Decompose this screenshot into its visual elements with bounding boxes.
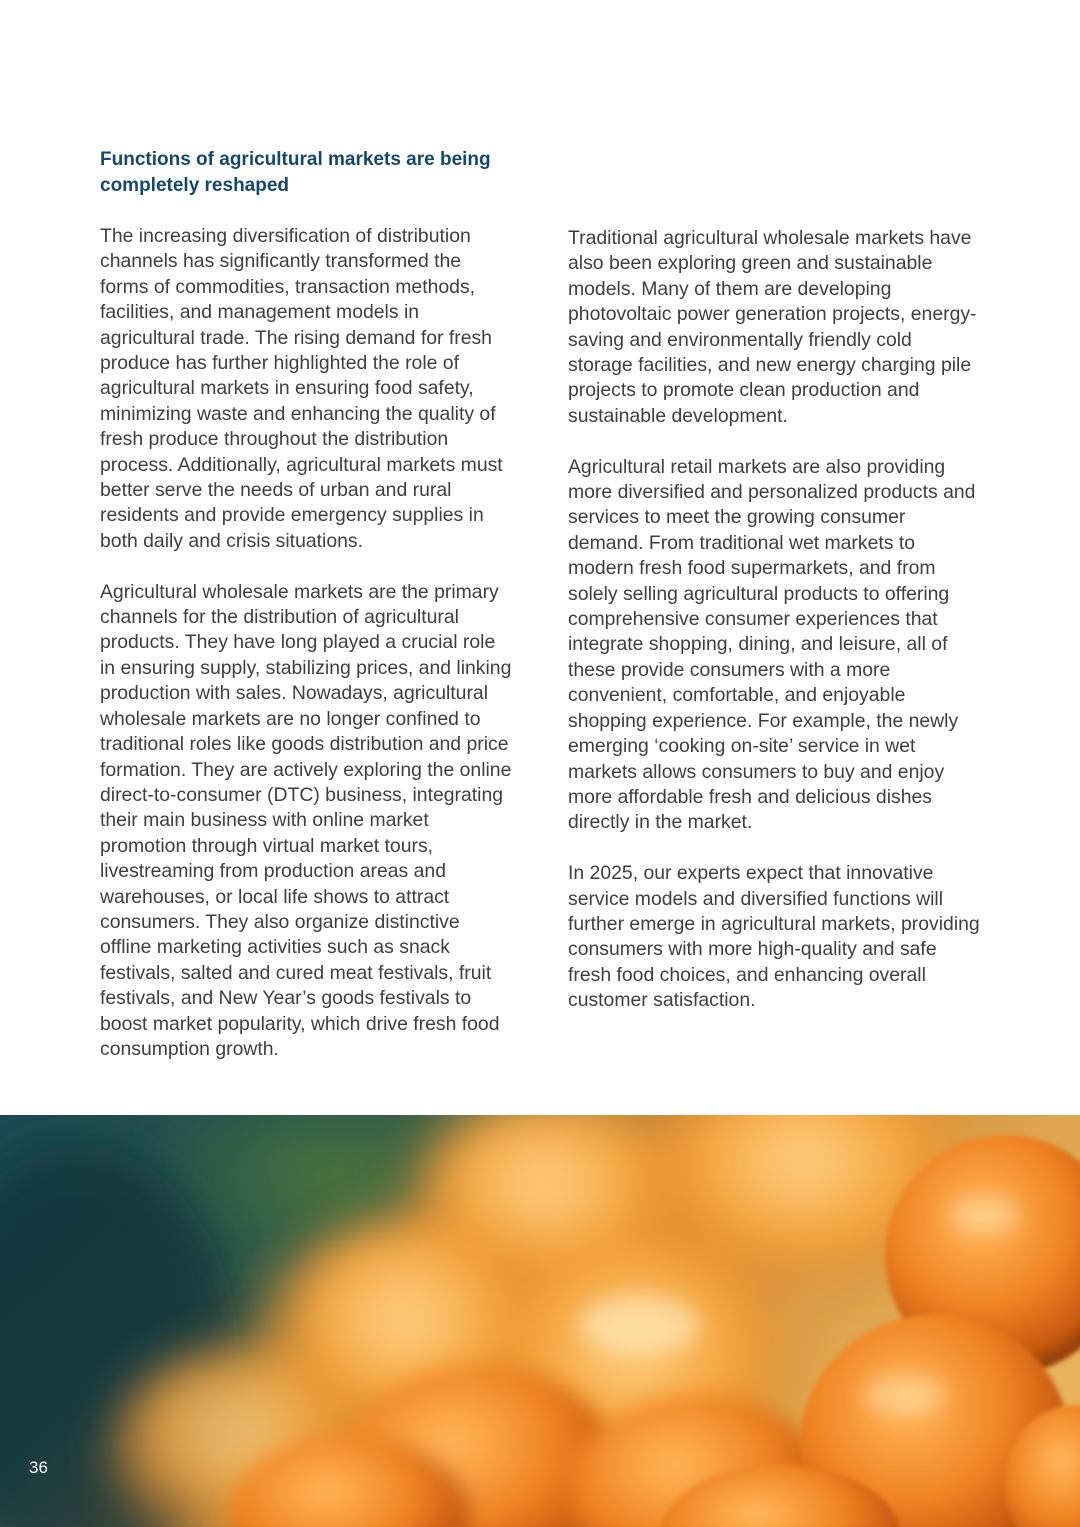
body-paragraph: Agricultural wholesale markets are the primary channels for the distribution of agricultural products. They have long played a crucial role in ensuring supply, stabilizing prices, and linking production with sales. Nowadays, agricultural wholesale markets are no longer confined to traditional roles like goods distribution and price formation. They are actively exploring the online direct-to-consumer (DTC) business, integrating their main business with online market promotion through virtual market tours, livestreaming from production areas and warehouses, or local life shows to attract consumers. They also organize distinctive offline marketing activities such as snack festivals, salted and cured meat festivals, fruit festivals, and New Year’s goods festivals to boost market popularity, which drive fresh food consumption growth. <box>100 580 512 1060</box>
body-paragraph: Agricultural retail markets are also providing more diversified and personalized products and services to meet the growing consumer demand. From traditional wet markets to modern fresh food supermarkets, and from solely selling agricultural products to offering comprehensive consumer experiences that integrate shopping, dining, and leisure, all of these provide consumers with a more convenient, comfortable, and enjoyable shopping experience. For example, the newly emerging ‘cooking on-site’ service in wet markets allows consumers to buy and enjoy more affordable fresh and delicious dishes directly in the market. <box>568 455 976 834</box>
body-paragraph: Traditional agricultural wholesale markets have also been exploring green and sustainable models. Many of them are developing photovoltaic power generation projects, energy-saving and environmentally friendly cold storage facilities, and new energy charging pile projects to promote clean production and sustainable development. <box>568 227 977 427</box>
page-number: 36 <box>29 1458 48 1477</box>
section-heading: Functions of agricultural markets are being completely reshaped <box>100 149 491 196</box>
oranges-photo <box>0 1115 1080 1527</box>
body-paragraph: The increasing diversification of distribution channels has significantly transformed the forms of commodities, transaction methods, facilities, and management models in agricultural trade. The rising demand for fresh produce has further highlighted the role of agricultural markets in ensuring food safety, minimizing waste and enhancing the quality of fresh produce throughout the distribution process. Additionally, agricultural markets must better serve the needs of urban and rural residents and provide emergency supplies in both daily and crisis situations. <box>100 225 503 552</box>
body-paragraph: In 2025, our experts expect that innovative service models and diversified functions will further emerge in agricultural markets, providing consumers with more high-quality and safe fresh food choices, and enhancing overall customer satisfaction. <box>568 862 980 1012</box>
right-text-column <box>568 226 980 1039</box>
left-text-column <box>100 224 512 1088</box>
